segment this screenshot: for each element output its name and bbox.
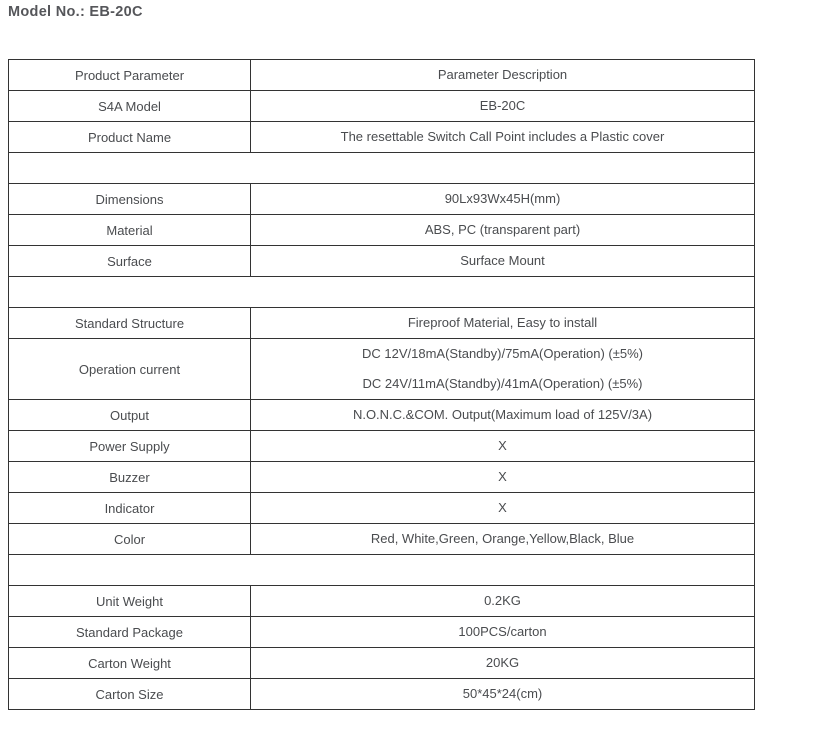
desc-cell	[251, 91, 755, 122]
desc-line: The resettable Switch Call Point includes a Plastic cover	[340, 129, 665, 144]
desc-line: 100PCS/carton	[458, 624, 547, 639]
param-cell: Product Name	[9, 122, 251, 153]
desc-line: 20KG	[485, 655, 520, 670]
desc-line: N.O.N.C.&COM. Output(Maximum load of 125V/3A)	[352, 407, 653, 422]
desc-cell	[251, 617, 755, 648]
table-row	[9, 586, 755, 617]
spacer-cell	[9, 277, 755, 308]
table-row	[9, 524, 755, 555]
param-cell: Buzzer	[9, 462, 251, 493]
desc-cell	[251, 431, 755, 462]
table-row	[9, 648, 755, 679]
desc-line: Parameter Description	[437, 67, 568, 82]
table-row	[9, 339, 755, 400]
desc-cell	[251, 524, 755, 555]
desc-line: Surface Mount	[460, 253, 545, 268]
desc-line: DC 24V/11mA(Standby)/41mA(Operation) (±5%)	[362, 376, 643, 391]
param-cell: Standard Structure	[9, 308, 251, 339]
param-cell: Unit Weight	[9, 586, 251, 617]
desc-line: 90Lx93Wx45H(mm)	[444, 191, 561, 206]
param-cell: Standard Package	[9, 617, 251, 648]
table-row	[9, 60, 755, 91]
param-cell: Carton Size	[9, 679, 251, 710]
desc-cell	[251, 586, 755, 617]
spec-table	[8, 59, 755, 710]
table-row	[9, 617, 755, 648]
param-cell: S4A Model	[9, 91, 251, 122]
spec-table-body	[9, 60, 755, 710]
spacer-row	[9, 277, 755, 308]
table-row	[9, 679, 755, 710]
desc-cell	[251, 493, 755, 524]
desc-line: EB-20C	[479, 98, 526, 113]
table-row	[9, 184, 755, 215]
desc-cell	[251, 60, 755, 91]
spacer-cell	[9, 153, 755, 184]
desc-cell	[251, 246, 755, 277]
param-cell: Indicator	[9, 493, 251, 524]
desc-line: ABS, PC (transparent part)	[424, 222, 581, 237]
desc-line: 50*45*24(cm)	[462, 686, 543, 701]
table-row	[9, 122, 755, 153]
param-cell: Material	[9, 215, 251, 246]
param-cell: Output	[9, 400, 251, 431]
page-title: Model No.: EB-20C	[8, 4, 143, 20]
spacer-row	[9, 555, 755, 586]
param-cell: Power Supply	[9, 431, 251, 462]
desc-line: 0.2KG	[484, 593, 521, 608]
desc-cell	[251, 339, 755, 400]
desc-cell	[251, 215, 755, 246]
param-cell: Color	[9, 524, 251, 555]
desc-cell	[251, 679, 755, 710]
desc-cell	[251, 122, 755, 153]
param-cell: Surface	[9, 246, 251, 277]
param-cell: Operation current	[9, 339, 251, 400]
table-row	[9, 246, 755, 277]
desc-line: X	[498, 438, 507, 453]
table-row	[9, 400, 755, 431]
desc-line: X	[498, 500, 507, 515]
desc-line: DC 12V/18mA(Standby)/75mA(Operation) (±5%)	[362, 346, 643, 361]
param-cell: Carton Weight	[9, 648, 251, 679]
table-row	[9, 431, 755, 462]
desc-cell	[251, 648, 755, 679]
param-cell: Product Parameter	[9, 60, 251, 91]
desc-cell	[251, 184, 755, 215]
table-row	[9, 462, 755, 493]
desc-line: X	[498, 469, 507, 484]
table-row	[9, 493, 755, 524]
desc-cell	[251, 462, 755, 493]
spacer-cell	[9, 555, 755, 586]
table-row	[9, 308, 755, 339]
spacer-row	[9, 153, 755, 184]
table-row	[9, 91, 755, 122]
desc-cell	[251, 400, 755, 431]
param-cell: Dimensions	[9, 184, 251, 215]
table-row	[9, 215, 755, 246]
desc-line: Fireproof Material, Easy to install	[407, 315, 598, 330]
desc-line: Red, White,Green, Orange,Yellow,Black, Blue	[370, 531, 635, 546]
desc-cell	[251, 308, 755, 339]
